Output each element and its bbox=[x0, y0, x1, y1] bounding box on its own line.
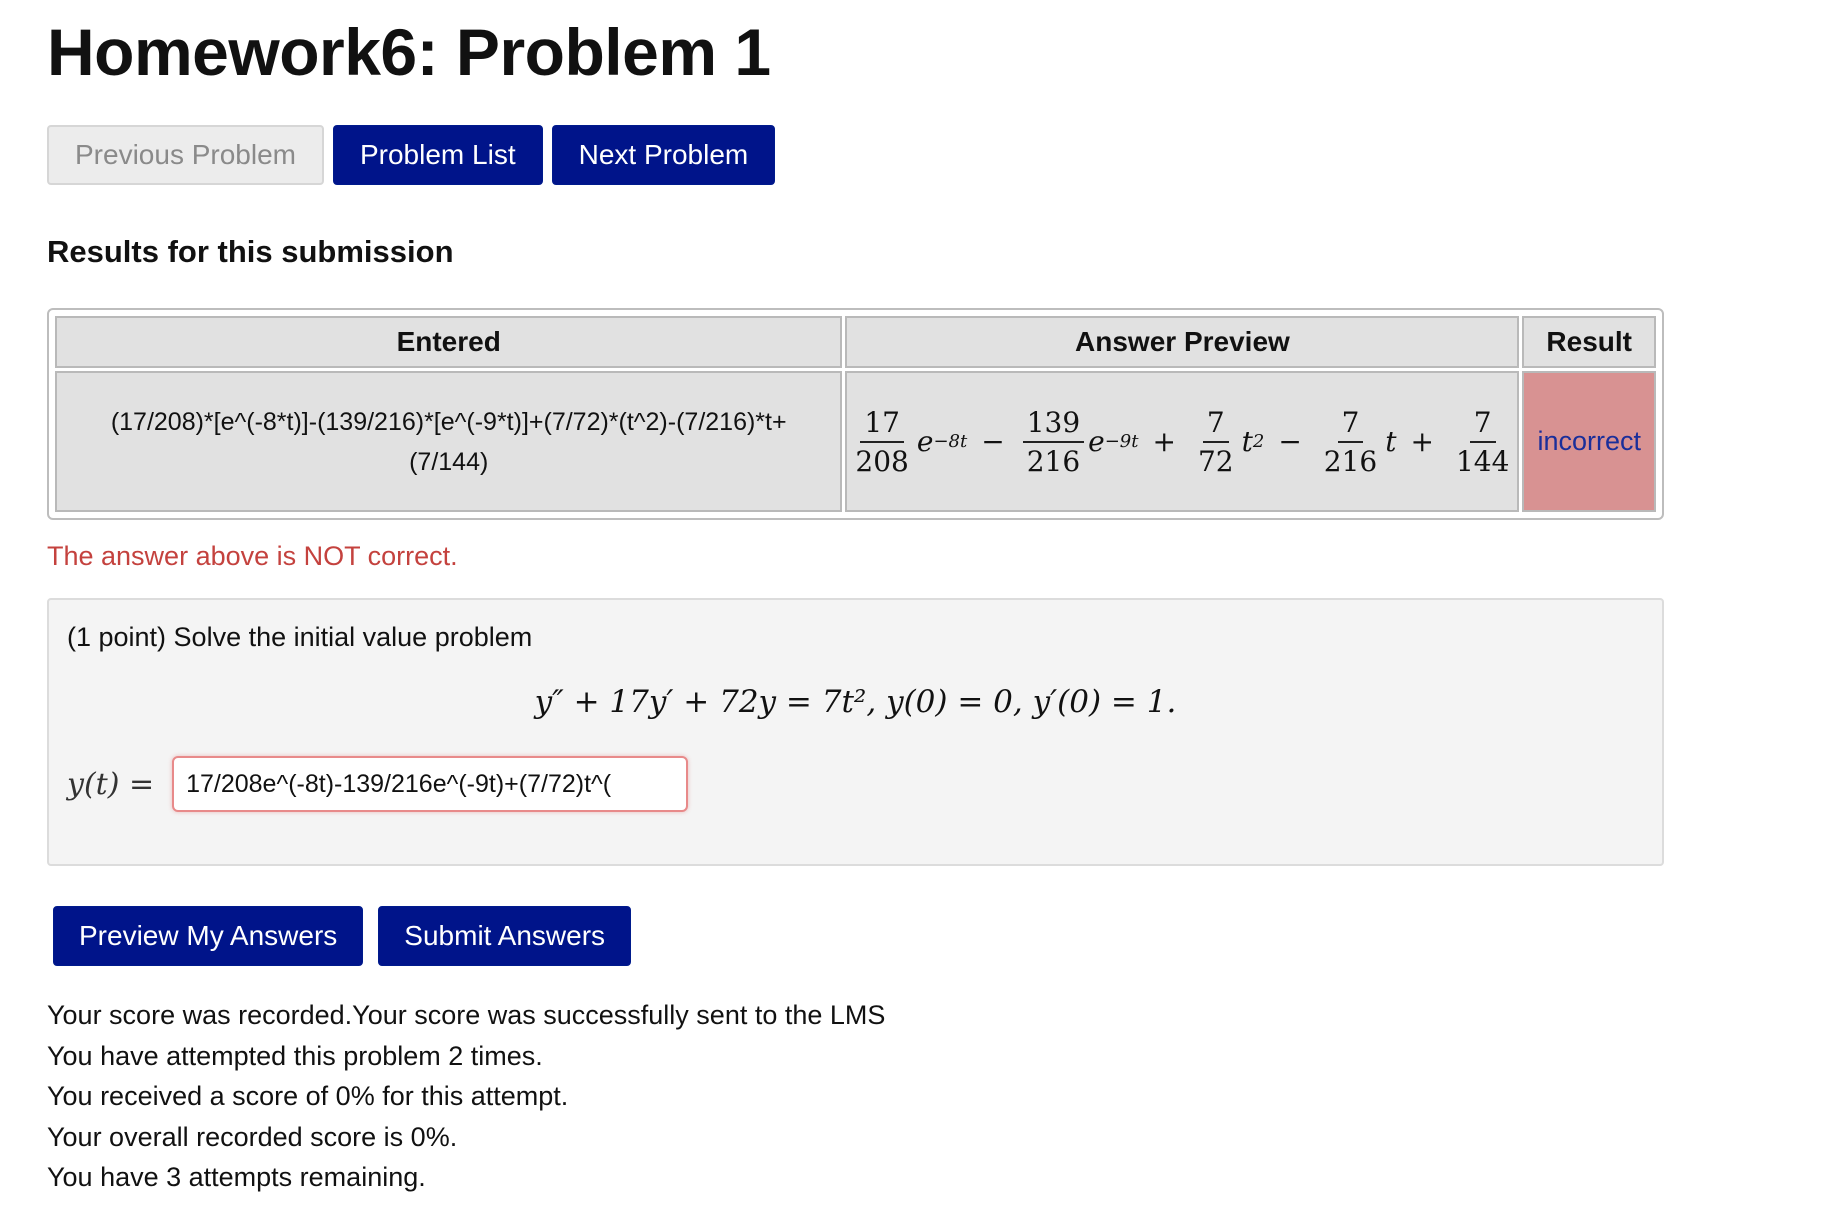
problem-equation: y″ + 17y′ + 72y = 7t², y(0) = 0, y′(0) = 1. bbox=[534, 684, 1177, 720]
operator: + bbox=[1410, 425, 1434, 458]
next-problem-button[interactable]: Next Problem bbox=[552, 125, 776, 185]
results-row bbox=[55, 371, 1656, 512]
answer-preview-math bbox=[847, 406, 1517, 478]
fraction-denominator: 144 bbox=[1455, 444, 1510, 478]
fraction-denominator: 216 bbox=[1323, 444, 1378, 478]
column-header-entered: Entered bbox=[55, 316, 842, 368]
attempts-remaining-message: You have 3 attempts remaining. bbox=[47, 1162, 426, 1192]
problem-nav bbox=[47, 125, 775, 185]
fraction bbox=[1452, 406, 1513, 478]
fraction bbox=[851, 406, 912, 478]
fraction-numerator: 7 bbox=[1203, 406, 1229, 443]
attempt-count-message: You have attempted this problem 2 times. bbox=[47, 1040, 543, 1071]
score-status bbox=[47, 995, 885, 1198]
answer-input[interactable] bbox=[172, 756, 688, 812]
preview-answers-button[interactable]: Preview My Answers bbox=[53, 906, 363, 966]
attempt-score-message: You received a score of 0% for this attempt. bbox=[47, 1081, 569, 1111]
exponential-base: e bbox=[1088, 425, 1105, 458]
operator: + bbox=[1152, 425, 1176, 458]
fraction-denominator: 216 bbox=[1026, 444, 1081, 478]
previous-problem-button: Previous Problem bbox=[47, 125, 324, 185]
overall-score-message: Your overall recorded score is 0%. bbox=[47, 1121, 458, 1152]
exponent: −9t bbox=[1104, 431, 1139, 452]
fraction bbox=[1320, 406, 1381, 478]
fraction bbox=[1194, 406, 1238, 478]
results-header-row bbox=[55, 316, 1656, 368]
variable-t: t bbox=[1385, 425, 1397, 458]
problem-prompt: (1 point) Solve the initial value problem bbox=[67, 622, 533, 652]
problem-list-button[interactable]: Problem List bbox=[333, 125, 543, 185]
column-header-answer-preview: Answer Preview bbox=[845, 316, 1519, 368]
fraction-numerator: 139 bbox=[1023, 406, 1084, 443]
column-header-result: Result bbox=[1522, 316, 1656, 368]
operator: − bbox=[981, 425, 1005, 458]
exponential-base: e bbox=[916, 425, 934, 458]
result-status-cell: incorrect bbox=[1522, 371, 1656, 512]
entered-answer-cell: (17/208)*[e^(-8*t)]-(139/216)*[e^(-9*t)]+(7/72)*(t^2)-(7/216)*t+(7/144) bbox=[55, 371, 842, 512]
variable-t: t bbox=[1241, 425, 1253, 458]
fraction bbox=[1023, 406, 1084, 478]
incorrect-answer-message: The answer above is NOT correct. bbox=[47, 541, 458, 571]
results-table-container bbox=[47, 308, 1664, 520]
submit-answers-button[interactable]: Submit Answers bbox=[378, 906, 631, 966]
fraction-denominator: 208 bbox=[855, 444, 909, 478]
fraction-numerator: 7 bbox=[1470, 406, 1496, 443]
answer-row bbox=[67, 756, 688, 812]
submission-actions bbox=[53, 906, 631, 966]
results-heading: Results for this submission bbox=[47, 234, 454, 269]
fraction-denominator: 72 bbox=[1197, 444, 1234, 478]
page-title: Homework6: Problem 1 bbox=[47, 15, 771, 89]
exponent: 2 bbox=[1252, 431, 1265, 452]
fraction-numerator: 17 bbox=[860, 406, 904, 443]
problem-statement-box bbox=[47, 598, 1664, 866]
results-table bbox=[52, 313, 1659, 515]
operator: − bbox=[1278, 425, 1302, 458]
answer-preview-cell bbox=[845, 371, 1519, 512]
answer-label: y(t) = bbox=[67, 766, 155, 802]
score-recorded-message: Your score was recorded.Your score was successfully sent to the LMS bbox=[47, 1000, 886, 1030]
exponent: −8t bbox=[933, 431, 968, 452]
fraction-numerator: 7 bbox=[1338, 406, 1364, 443]
